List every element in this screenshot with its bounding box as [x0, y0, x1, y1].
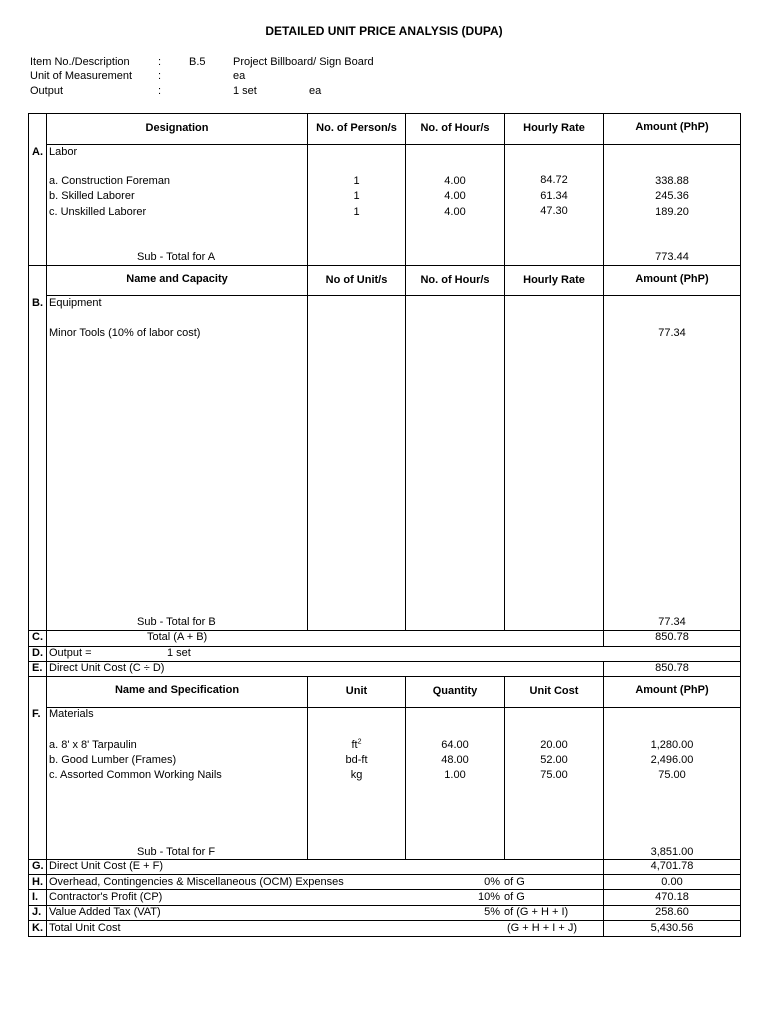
section-letter: A. [32, 146, 43, 158]
column-header: No of Unit/s [325, 274, 388, 286]
colon: : [158, 85, 162, 97]
uom-value: ea [233, 70, 246, 82]
item-no: B.5 [189, 56, 206, 68]
colon: : [158, 70, 162, 82]
column-header: Unit Cost [529, 685, 579, 697]
output-label: Output [30, 85, 64, 97]
subtotal-value: 77.34 [658, 616, 686, 628]
column-header: No. of Hour/s [420, 274, 490, 286]
colon: : [158, 56, 162, 68]
section-label: Labor [49, 146, 78, 158]
subtotal-label: Sub - Total for B [137, 616, 216, 628]
subtotal-label: Sub - Total for F [137, 846, 216, 858]
row-value: 1 set [167, 647, 191, 659]
page-title: DETAILED UNIT PRICE ANALYSIS (DUPA) [265, 24, 503, 38]
row-letter: D. [32, 647, 43, 659]
column-header: No. of Person/s [316, 122, 397, 134]
row-letter: E. [32, 662, 43, 674]
section-letter: B. [32, 297, 43, 309]
row-label: Output = [49, 647, 92, 659]
column-header: Designation [145, 122, 209, 134]
item-label: Item No./Description [30, 56, 130, 68]
output-value: 1 set [233, 85, 257, 97]
column-header: Quantity [432, 685, 478, 697]
row-label: Direct Unit Cost (C ÷ D) [49, 662, 165, 674]
uom-label: Unit of Measurement [30, 70, 133, 82]
row-amount: 850.78 [655, 631, 689, 643]
section-letter: F. [32, 708, 41, 720]
column-header: Hourly Rate [523, 122, 585, 134]
subtotal-value: 773.44 [655, 251, 689, 263]
item-desc: Project Billboard/ Sign Board [233, 56, 374, 68]
column-header: Amount (PhP) [635, 273, 709, 285]
output-unit: ea [309, 85, 322, 97]
column-header: Name and Capacity [126, 273, 228, 285]
subtotal-label: Sub - Total for A [137, 251, 216, 263]
column-header: Name and Specification [114, 684, 240, 696]
row-letter: C. [32, 631, 43, 643]
column-header: No. of Hour/s [420, 122, 490, 134]
column-header: Amount (PhP) [635, 684, 709, 696]
row-amount: 850.78 [655, 662, 689, 674]
column-header: Amount (PhP) [635, 121, 709, 133]
section-label: Materials [49, 708, 94, 720]
row-label: Total (A + B) [147, 631, 208, 643]
column-header: Unit [345, 685, 368, 697]
section-label: Equipment [49, 297, 102, 309]
column-header: Hourly Rate [523, 274, 585, 286]
subtotal-value: 3,851.00 [650, 846, 694, 858]
